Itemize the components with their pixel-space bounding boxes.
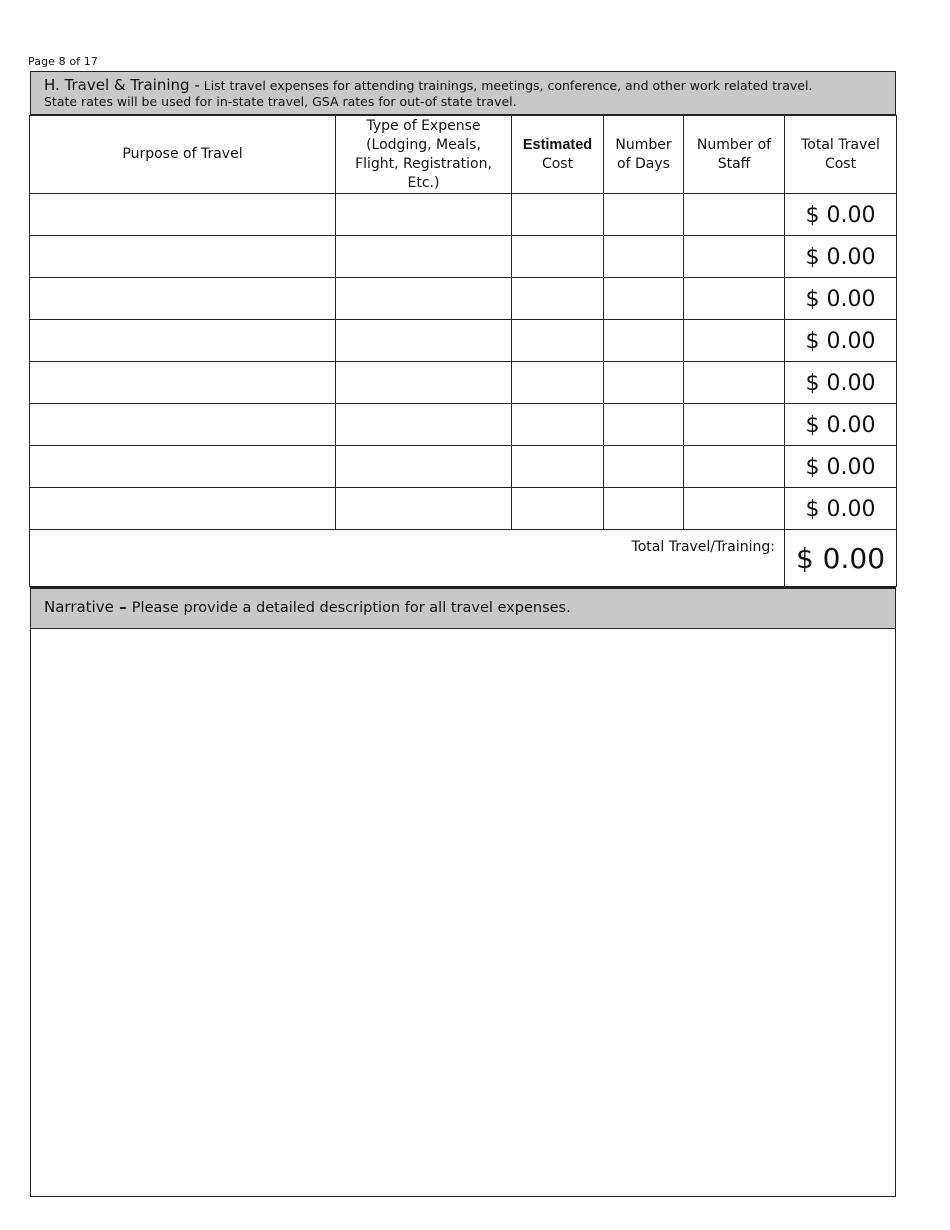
header-number-of-days: Number of Days (604, 116, 684, 194)
purpose-field[interactable] (30, 194, 336, 236)
page-number: Page 8 of 17 (28, 55, 98, 68)
purpose-field[interactable] (30, 320, 336, 362)
table-row (30, 488, 897, 530)
estimated-cost-field[interactable] (512, 362, 604, 404)
section-header (30, 71, 896, 115)
number-of-days-field[interactable] (604, 488, 684, 530)
type-of-expense-field[interactable] (336, 320, 512, 362)
total-travel-cost-cell: $ 0.00 (785, 404, 897, 446)
number-of-days-field[interactable] (604, 404, 684, 446)
narrative-header (30, 587, 896, 629)
grand-total-row (30, 530, 897, 587)
table-row (30, 320, 897, 362)
number-of-staff-field[interactable] (684, 446, 785, 488)
number-of-staff-field[interactable] (684, 278, 785, 320)
travel-table (29, 115, 897, 587)
purpose-field[interactable] (30, 278, 336, 320)
table-row (30, 236, 897, 278)
number-of-days-field[interactable] (604, 320, 684, 362)
number-of-staff-field[interactable] (684, 404, 785, 446)
total-travel-cost-cell: $ 0.00 (785, 194, 897, 236)
total-travel-cost-cell: $ 0.00 (785, 362, 897, 404)
purpose-field[interactable] (30, 488, 336, 530)
section-instructions-2: State rates will be used for in-state travel, GSA rates for out-of state travel. (44, 94, 517, 109)
header-type-of-expense: Type of Expense (Lodging, Meals, Flight, Registration, Etc.) (336, 116, 512, 194)
total-travel-cost-cell: $ 0.00 (785, 278, 897, 320)
narrative-label: Narrative (44, 598, 114, 616)
narrative-dash: – (113, 598, 132, 616)
grand-total-label: Total Travel/Training: (30, 530, 785, 587)
number-of-staff-field[interactable] (684, 488, 785, 530)
table-row (30, 446, 897, 488)
number-of-days-field[interactable] (604, 236, 684, 278)
total-travel-cost-cell: $ 0.00 (785, 488, 897, 530)
estimated-cost-field[interactable] (512, 488, 604, 530)
table-row (30, 278, 897, 320)
table-header-row (30, 116, 897, 194)
estimated-cost-field[interactable] (512, 194, 604, 236)
number-of-staff-field[interactable] (684, 320, 785, 362)
estimated-cost-field[interactable] (512, 404, 604, 446)
number-of-days-field[interactable] (604, 278, 684, 320)
type-of-expense-field[interactable] (336, 404, 512, 446)
type-of-expense-field[interactable] (336, 362, 512, 404)
number-of-staff-field[interactable] (684, 362, 785, 404)
total-travel-cost-cell: $ 0.00 (785, 236, 897, 278)
purpose-field[interactable] (30, 446, 336, 488)
narrative-description: Please provide a detailed description for all travel expenses. (131, 600, 571, 616)
type-of-expense-field[interactable] (336, 236, 512, 278)
total-travel-cost-cell: $ 0.00 (785, 320, 897, 362)
type-of-expense-field[interactable] (336, 488, 512, 530)
estimated-cost-field[interactable] (512, 320, 604, 362)
purpose-field[interactable] (30, 362, 336, 404)
estimated-cost-field[interactable] (512, 278, 604, 320)
number-of-staff-field[interactable] (684, 236, 785, 278)
grand-total-value: $ 0.00 (785, 530, 897, 587)
section-title: H. Travel & Training - (44, 76, 200, 94)
number-of-days-field[interactable] (604, 446, 684, 488)
estimated-cost-field[interactable] (512, 236, 604, 278)
header-purpose: Purpose of Travel (30, 116, 336, 194)
narrative-text-area[interactable] (30, 629, 896, 1197)
estimated-cost-field[interactable] (512, 446, 604, 488)
number-of-days-field[interactable] (604, 194, 684, 236)
table-row (30, 194, 897, 236)
section-instructions-1: List travel expenses for attending trainings, meetings, conference, and other work related travel. (199, 78, 813, 93)
table-row (30, 404, 897, 446)
header-estimated-cost: Estimated Cost (512, 116, 604, 194)
number-of-staff-field[interactable] (684, 194, 785, 236)
header-number-of-staff: Number of Staff (684, 116, 785, 194)
number-of-days-field[interactable] (604, 362, 684, 404)
purpose-field[interactable] (30, 404, 336, 446)
purpose-field[interactable] (30, 236, 336, 278)
total-travel-cost-cell: $ 0.00 (785, 446, 897, 488)
travel-training-form (30, 71, 896, 1197)
header-total-travel-cost: Total Travel Cost (785, 116, 897, 194)
type-of-expense-field[interactable] (336, 278, 512, 320)
type-of-expense-field[interactable] (336, 446, 512, 488)
type-of-expense-field[interactable] (336, 194, 512, 236)
table-row (30, 362, 897, 404)
